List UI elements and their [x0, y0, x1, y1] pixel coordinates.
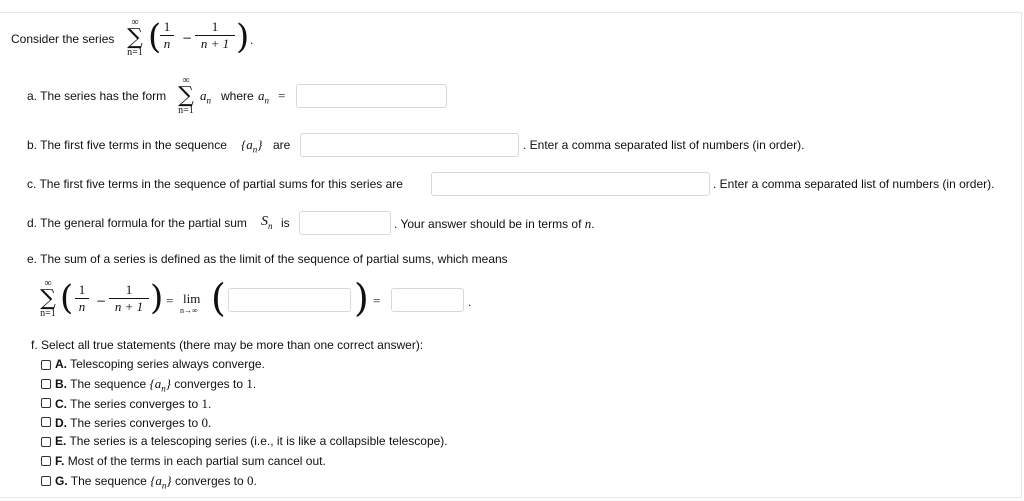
part-e-frac-2: 1 n + 1: [109, 283, 149, 314]
part-b-text: b. The first five terms in the sequence: [27, 138, 227, 152]
option-a-label: A. Telescoping series always converge.: [55, 357, 265, 371]
part-b-are: are: [273, 138, 291, 152]
intro-close-paren: ): [236, 17, 250, 57]
part-d-answer-input[interactable]: [299, 211, 391, 235]
option-b-checkbox[interactable]: [41, 379, 51, 389]
part-e-big-open-paren: (: [211, 276, 226, 320]
part-f-text: f. Select all true statements (there may be more than one correct answer):: [31, 338, 424, 352]
part-a-sum-symbol: ∞ ∑ n=1: [178, 75, 194, 116]
part-e-lim-sub: n→∞: [180, 306, 198, 315]
part-a-answer-input[interactable]: [296, 84, 447, 108]
intro-minus: −: [182, 31, 193, 45]
option-d-label: D. The series converges to 0.: [55, 415, 212, 430]
option-g-checkbox[interactable]: [41, 476, 51, 486]
part-c-text: c. The first five terms in the sequence of partial sums for this series are: [27, 177, 403, 191]
option-e-checkbox[interactable]: [41, 437, 51, 447]
part-a-equals: =: [278, 88, 286, 103]
part-d-is: is: [281, 216, 290, 230]
part-b-sequence: $\{a_n\}$: [241, 137, 263, 155]
option-f-checkbox[interactable]: [41, 456, 51, 466]
option-b-label: B. The sequence $\{a_n\}$ converges to 1.: [55, 376, 257, 394]
intro-label: Consider the series: [11, 32, 115, 46]
part-e-equals-2: =: [373, 293, 381, 308]
part-e-equals-1: =: [166, 293, 174, 308]
intro-frac-2: 1 n + 1: [195, 20, 235, 51]
part-d-text: d. The general formula for the partial sum: [27, 216, 247, 230]
intro-frac-1: 1 n: [160, 20, 174, 51]
part-e-value-input[interactable]: [391, 288, 464, 312]
part-e-end: .: [468, 295, 472, 309]
part-e-text: e. The sum of a series is defined as the limit of the sequence of partial sums, which means: [27, 252, 508, 266]
part-e-lim: lim: [183, 291, 201, 306]
part-b-answer-input[interactable]: [300, 133, 519, 157]
option-g-label: G. The sequence $\{a_n\}$ converges to 0.: [55, 473, 257, 491]
part-a-var: $a_n$: [258, 88, 269, 106]
intro-open-paren: (: [148, 17, 162, 57]
part-e-big-close-paren: ): [354, 276, 369, 320]
part-a-text: a. The series has the form: [27, 89, 167, 103]
part-d-var: $S_n$: [261, 214, 273, 231]
option-d-checkbox[interactable]: [41, 417, 51, 427]
part-e-frac-1: 1 n: [75, 283, 89, 314]
option-a-checkbox[interactable]: [41, 360, 51, 370]
part-a-where: where: [221, 89, 254, 103]
part-b-hint: . Enter a comma separated list of numbers (in order).: [523, 138, 805, 152]
part-e-sum-symbol: ∞ ∑ n=1: [40, 278, 56, 319]
part-e-close-paren: ): [150, 278, 164, 318]
option-f-label: F. Most of the terms in each partial sum cancel out.: [55, 454, 326, 468]
part-e-open-paren: (: [60, 278, 74, 318]
part-c-hint: . Enter a comma separated list of numbers (in order).: [713, 177, 995, 191]
intro-sum-symbol: ∞ ∑ n=1: [127, 17, 143, 58]
option-c-label: C. The series converges to 1.: [55, 396, 212, 411]
part-c-answer-input[interactable]: [431, 172, 710, 196]
part-a-term: $a_n$: [200, 88, 211, 106]
part-e-inner-input[interactable]: [228, 288, 351, 312]
part-d-hint: . Your answer should be in terms of n.: [394, 216, 595, 231]
part-e-minus: −: [96, 294, 107, 308]
option-e-label: E. The series is a telescoping series (i.e., it is like a collapsible telescope).: [55, 434, 448, 448]
option-c-checkbox[interactable]: [41, 398, 51, 408]
intro-end: .: [250, 33, 254, 47]
